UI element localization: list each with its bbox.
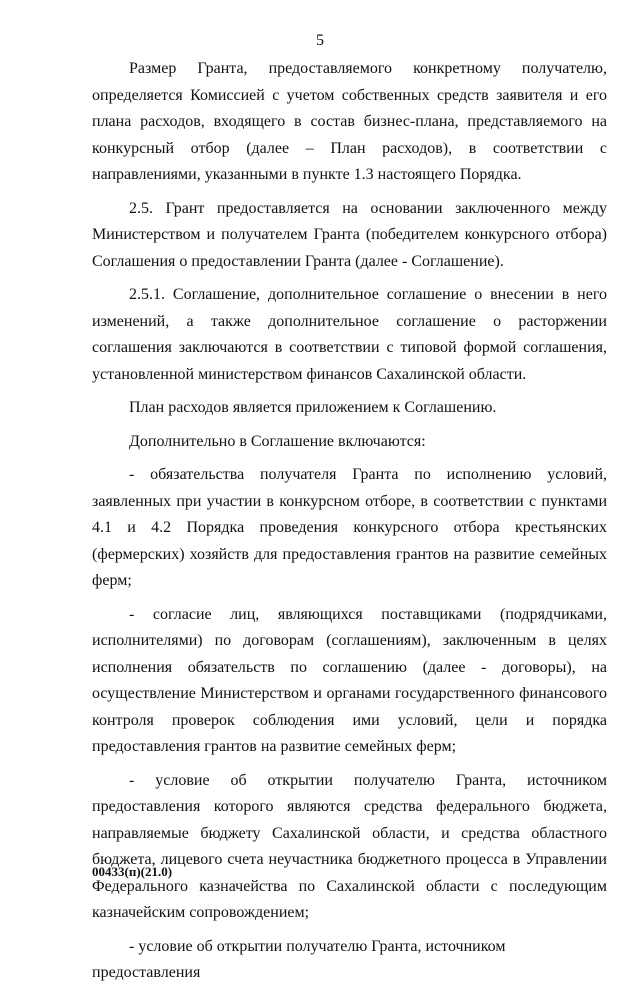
list-item-account-continued: - условие об открытии получателю Гранта, источником предоставления (92, 937, 506, 981)
list-item-consent: - согласие лиц, являющихся поставщиками (подрядчиками, исполнителями) по договорам (соглашениям), заключенным в целях исполнения обязательств по соглашению (далее - договоры), на осуществление Министерством и органами государственного финансового контроля проверок соблюдения ими условий, цели и порядка предоставления грантов на развитие семейных ферм; (92, 605, 607, 755)
list-item-obligations: - обязательства получателя Гранта по исполнению условий, заявленных при участии в конкурсном отборе, в соответствии с пунктами 4.1 и 4.2 Порядка проведения конкурсного отбора крестьянских (фермерских) хозяйств для предоставления грантов на развитие семейных ферм; (92, 466, 607, 589)
list-item-account-federal: - условие об открытии получателю Гранта, источником предоставления которого являются средства федерального бюджета, направляемые бюджету Сахалинской области, и средства областного бюджета, лицевого счета неучастника бюджетного процесса в Управлении Федерального казначейства по Сахалинской области с последующим казначейским сопровождением; (92, 771, 607, 921)
paragraph-2-5-1: 2.5.1. Соглашение, дополнительное соглашение о внесении в него изменений, а также дополнительное соглашение о расторжении соглашения заключаются в соответствии с типовой формой соглашения, установленной министерством финансов Сахалинской области. (92, 286, 607, 383)
paragraph-additional-terms: Дополнительно в Соглашение включаются: (129, 432, 426, 450)
paragraph-expense-plan: План расходов является приложением к Соглашению. (129, 399, 497, 416)
paragraph-grant-size: Размер Гранта, предоставляемого конкретному получателю, определяется Комиссией с учетом собственных средств заявителя и его плана расходов, входящего в состав бизнес-плана, представляемого на конкурсный отбор (далее – План расходов), в соответствии с направлениями, указанными в пункте 1.3 настоящего Порядка. (92, 60, 607, 183)
paragraph-2-5: 2.5. Грант предоставляется на основании заключенного между Министерством и получателем Гранта (победителем конкурсного отбора) Соглашения о предоставлении Гранта (далее - Соглашение). (92, 199, 607, 270)
page-number: 5 (316, 32, 324, 49)
document-body (92, 56, 607, 994)
document-code: 00433(п)(21.0) (92, 864, 173, 879)
